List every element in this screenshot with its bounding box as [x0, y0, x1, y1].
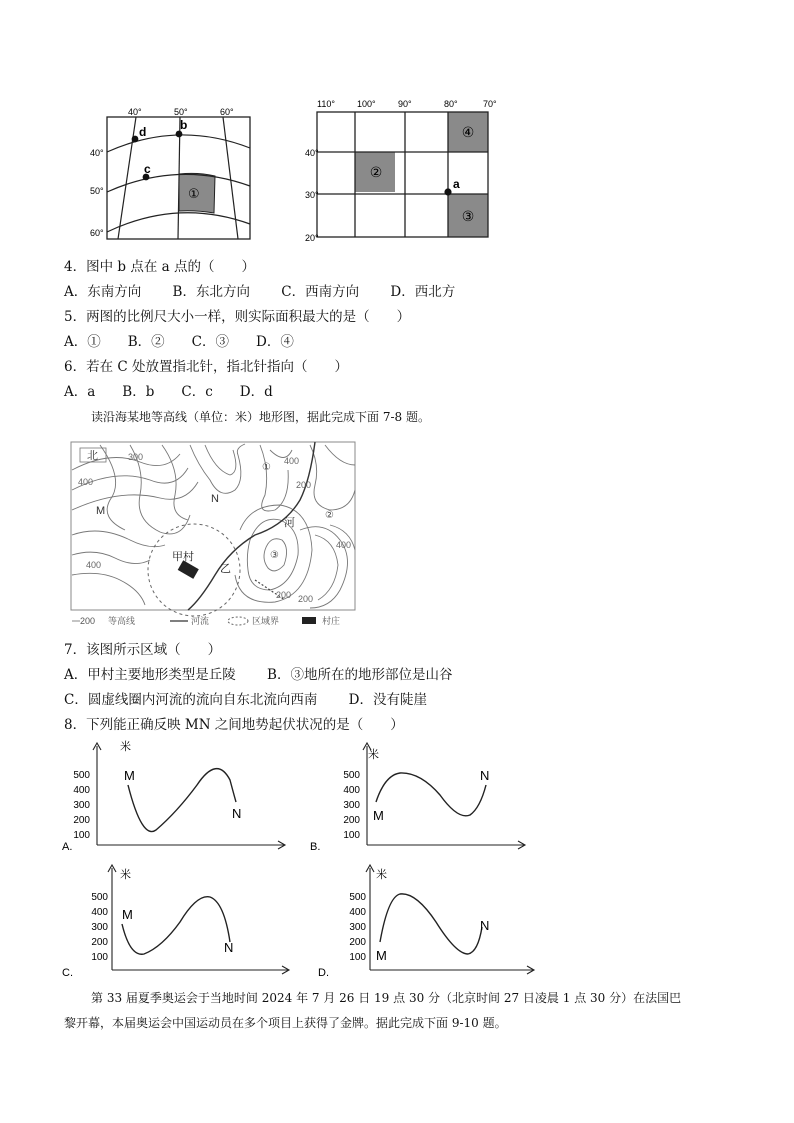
lon-label-50: 50° [174, 107, 188, 117]
question-6-options: A．a B．b C．c D．d [64, 384, 273, 400]
contour-value: 400 [336, 540, 352, 550]
lon-label-60: 60° [220, 107, 234, 117]
contour-value: 400 [284, 456, 300, 466]
y-tick: 400 [349, 907, 366, 918]
legend-region: 区域界 [252, 616, 280, 626]
y-unit-d: 米 [376, 869, 387, 881]
y-tick: 300 [73, 800, 90, 811]
y-tick: 400 [343, 785, 360, 796]
north-label: 北 [87, 450, 98, 462]
y-unit-a: 米 [120, 741, 131, 753]
label-N-d: N [480, 918, 490, 933]
question-4-options: A．东南方向 B．东北方向 C．西南方向 D．西北方 [64, 284, 456, 300]
lon-label-80: 80° [444, 99, 458, 109]
point-d [132, 136, 139, 143]
question-7-options-ab: A．甲村主要地形类型是丘陵 B．③地所在的地形部位是山谷 [64, 667, 453, 683]
legend-river: 河流 [191, 616, 210, 626]
question-5-options: A．① B．② C．③ D．④ [64, 334, 294, 350]
circled-number-1: ① [262, 462, 271, 473]
contour-legend [72, 615, 340, 626]
profile-curve-a [128, 769, 236, 832]
question-4-stem: 4．图中 b 点在 a 点的（ ） [64, 259, 255, 275]
y-tick: 400 [73, 785, 90, 796]
question-7-stem: 7．该图所示区域（ ） [64, 642, 222, 658]
circled-number-3: ③ [270, 550, 279, 561]
y-unit-b: 米 [368, 749, 379, 761]
lon-label-100: 100° [357, 99, 376, 109]
profile-curve-d [380, 894, 482, 954]
label-N-a: N [232, 806, 242, 821]
option-label-a: A. [62, 841, 73, 853]
label-region-3: ③ [461, 208, 475, 224]
label-d: d [139, 125, 147, 139]
y-tick: 100 [349, 952, 366, 963]
lon-label-40: 40° [128, 107, 142, 117]
label-region-4: ④ [461, 124, 475, 140]
y-tick: 300 [91, 922, 108, 933]
y-tick: 500 [73, 770, 90, 781]
graticule-map-left [88, 100, 258, 245]
contour-value: 400 [78, 477, 94, 487]
y-tick: 400 [91, 907, 108, 918]
y-unit-c: 米 [120, 869, 131, 881]
village-marker [178, 560, 199, 579]
contour-value: 200 [298, 594, 314, 604]
label-M-a: M [124, 768, 135, 783]
label-M: M [96, 505, 106, 517]
label-M-b: M [373, 808, 384, 823]
y-tick: 500 [91, 892, 108, 903]
y-tick: 200 [91, 937, 108, 948]
lat-label-60: 60° [90, 228, 104, 238]
profile-chart-b [310, 740, 540, 855]
lat-label-40: 40° [90, 148, 104, 158]
y-tick: 300 [349, 922, 366, 933]
question-7-options-cd: C．圆虚线圈内河流的流向自东北流向西南 D．没有陡崖 [64, 692, 427, 708]
label-N-c: N [224, 940, 234, 955]
profile-curve-c [122, 897, 230, 955]
profile-chart-d [318, 862, 538, 980]
lon-label-70: 70° [483, 99, 497, 109]
y-tick: 200 [73, 815, 90, 826]
option-label-c: C. [62, 967, 73, 979]
profile-curve-b [376, 773, 486, 816]
label-M-c: M [122, 907, 133, 922]
contour-map [70, 440, 360, 630]
y-tick: 300 [343, 800, 360, 811]
lat-label-40: 40° [305, 148, 319, 158]
circled-number-2: ② [325, 510, 334, 521]
yi-label: 乙 [220, 563, 231, 575]
village-label: 甲村 [172, 551, 194, 563]
profile-chart-c [62, 862, 292, 980]
question-6-stem: 6．若在 C 处放置指北针，指北针指向（ ） [64, 359, 349, 375]
lat-label-50: 50° [90, 186, 104, 196]
label-c: c [144, 162, 151, 176]
label-N-b: N [480, 768, 490, 783]
option-label-d: D. [318, 967, 329, 979]
y-tick: 100 [73, 830, 90, 841]
intro-9-10-line2: 黎开幕，本届奥运会中国运动员在多个项目上获得了金牌。据此完成下面 9-10 题。 [64, 1016, 507, 1030]
lon-label-110: 110° [317, 99, 335, 109]
profile-chart-a [62, 740, 292, 855]
label-region-2: ② [369, 164, 383, 180]
river-label: 河 [284, 517, 295, 529]
contour-value: 400 [86, 560, 102, 570]
intro-7-8: 读沿海某地等高线（单位：米）地形图，据此完成下面 7-8 题。 [91, 410, 430, 424]
grid-map-right [305, 95, 505, 245]
y-tick: 500 [343, 770, 360, 781]
label-b: b [180, 118, 188, 132]
label-region-1: ① [188, 186, 200, 201]
legend-contour-value: 200 [80, 616, 96, 626]
intro-9-10-line1: 第 33 届夏季奥运会于当地时间 2024 年 7 月 26 日 19 点 30 分（北京时间 27 日凌晨 1 点 30 分）在法国巴 [91, 991, 682, 1005]
y-tick: 200 [349, 937, 366, 948]
question-5-stem: 5．两图的比例尺大小一样，则实际面积最大的是（ ） [64, 309, 411, 325]
legend-village: 村庄 [322, 616, 341, 626]
label-a: a [453, 177, 460, 191]
lat-label-20: 20° [305, 233, 319, 243]
point-a [444, 188, 451, 195]
y-tick: 100 [343, 830, 360, 841]
contour-value: 200 [296, 480, 312, 490]
legend-contour: 等高线 [108, 616, 136, 626]
label-M-d: M [376, 948, 387, 963]
contour-value: 200 [276, 590, 292, 600]
y-tick: 500 [349, 892, 366, 903]
y-tick: 200 [343, 815, 360, 826]
label-N: N [211, 493, 219, 505]
question-8-stem: 8．下列能正确反映 MN 之间地势起伏状况的是（ ） [64, 717, 404, 733]
contour-value: 300 [128, 452, 144, 462]
lat-label-30: 30° [305, 190, 319, 200]
option-label-b: B. [310, 841, 321, 853]
y-tick: 100 [91, 952, 108, 963]
lon-label-90: 90° [398, 99, 412, 109]
